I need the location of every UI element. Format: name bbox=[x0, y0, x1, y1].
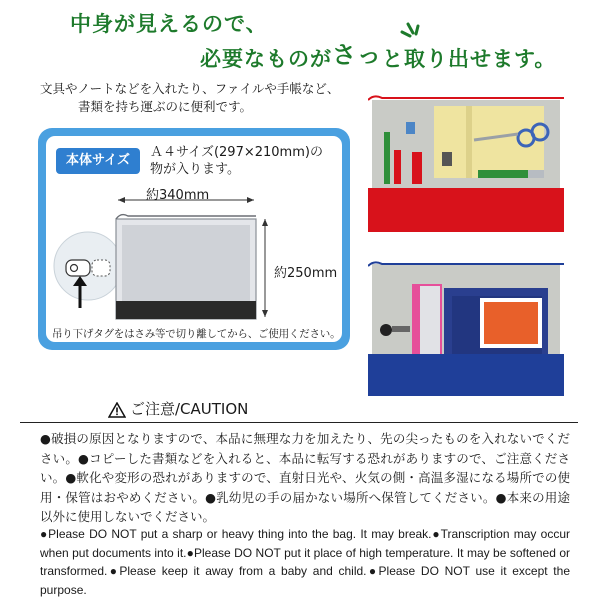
size-desc-line-2: 物が入ります。 bbox=[150, 162, 240, 177]
navy-bag-photo bbox=[368, 256, 564, 396]
caution-japanese: ●破損の原因となりますので、本品に無理な力を加えたり、先の尖ったものを入れないでください。●コピーした書類などを入れると、本品に転写する恐れがありますので、ご注意ください。●軟化や変形の恐れがありますので、直射日光や、火気の側・高温多湿になる場所での使用・保管はおやめください。●乳幼児の手の届かない場所へ保管してください。●本来の用途以外に使用しないでください。 bbox=[40, 431, 570, 524]
size-tag-label: 本体サイズ bbox=[56, 148, 140, 174]
red-bag-photo bbox=[368, 92, 564, 232]
sparkle-icon bbox=[398, 22, 432, 56]
height-dimension-label: 約250mm bbox=[274, 266, 338, 281]
caution-divider bbox=[20, 422, 578, 423]
intro-text bbox=[40, 80, 360, 116]
width-dimension-label: 約340mm bbox=[146, 188, 210, 203]
size-info-panel bbox=[38, 128, 350, 350]
intro-line-2: 書類を持ち運ぶのに便利です。 bbox=[78, 99, 253, 114]
intro-line-1: 文具やノートなどを入れたり、ファイルや手帳など、 bbox=[40, 81, 340, 96]
size-description bbox=[150, 144, 323, 178]
caution-title-text: ご注意/CAUTION bbox=[130, 400, 249, 418]
headline-line-2 bbox=[200, 38, 556, 73]
headline-line-2-suffix: と取り出せます。 bbox=[382, 47, 557, 71]
headline-line-1: 中身が見えるので、 bbox=[70, 12, 268, 36]
warning-icon bbox=[108, 402, 126, 418]
headline-line-2-prefix: 必要なものが bbox=[200, 47, 332, 71]
size-info-inner bbox=[46, 136, 342, 342]
tag-removal-note: 吊り下げタグをはさみ等で切り離してから、ご使用ください。 bbox=[52, 328, 341, 340]
headline-emphasis: さっ bbox=[332, 41, 382, 69]
headline bbox=[0, 0, 600, 70]
caution-heading bbox=[108, 398, 248, 419]
caution-english: ●Please DO NOT put a sharp or heavy thing into the bag. It may break.●Transcription may occur when put documents into it.●Please DO NOT put it place of high temperature. It may be softened or transformed.●Please keep it away from a baby and child.●Please DO NOT use it except the purpose. bbox=[40, 527, 570, 597]
size-desc-line-1: Ａ４サイズ(297×210mm)の bbox=[150, 145, 323, 160]
